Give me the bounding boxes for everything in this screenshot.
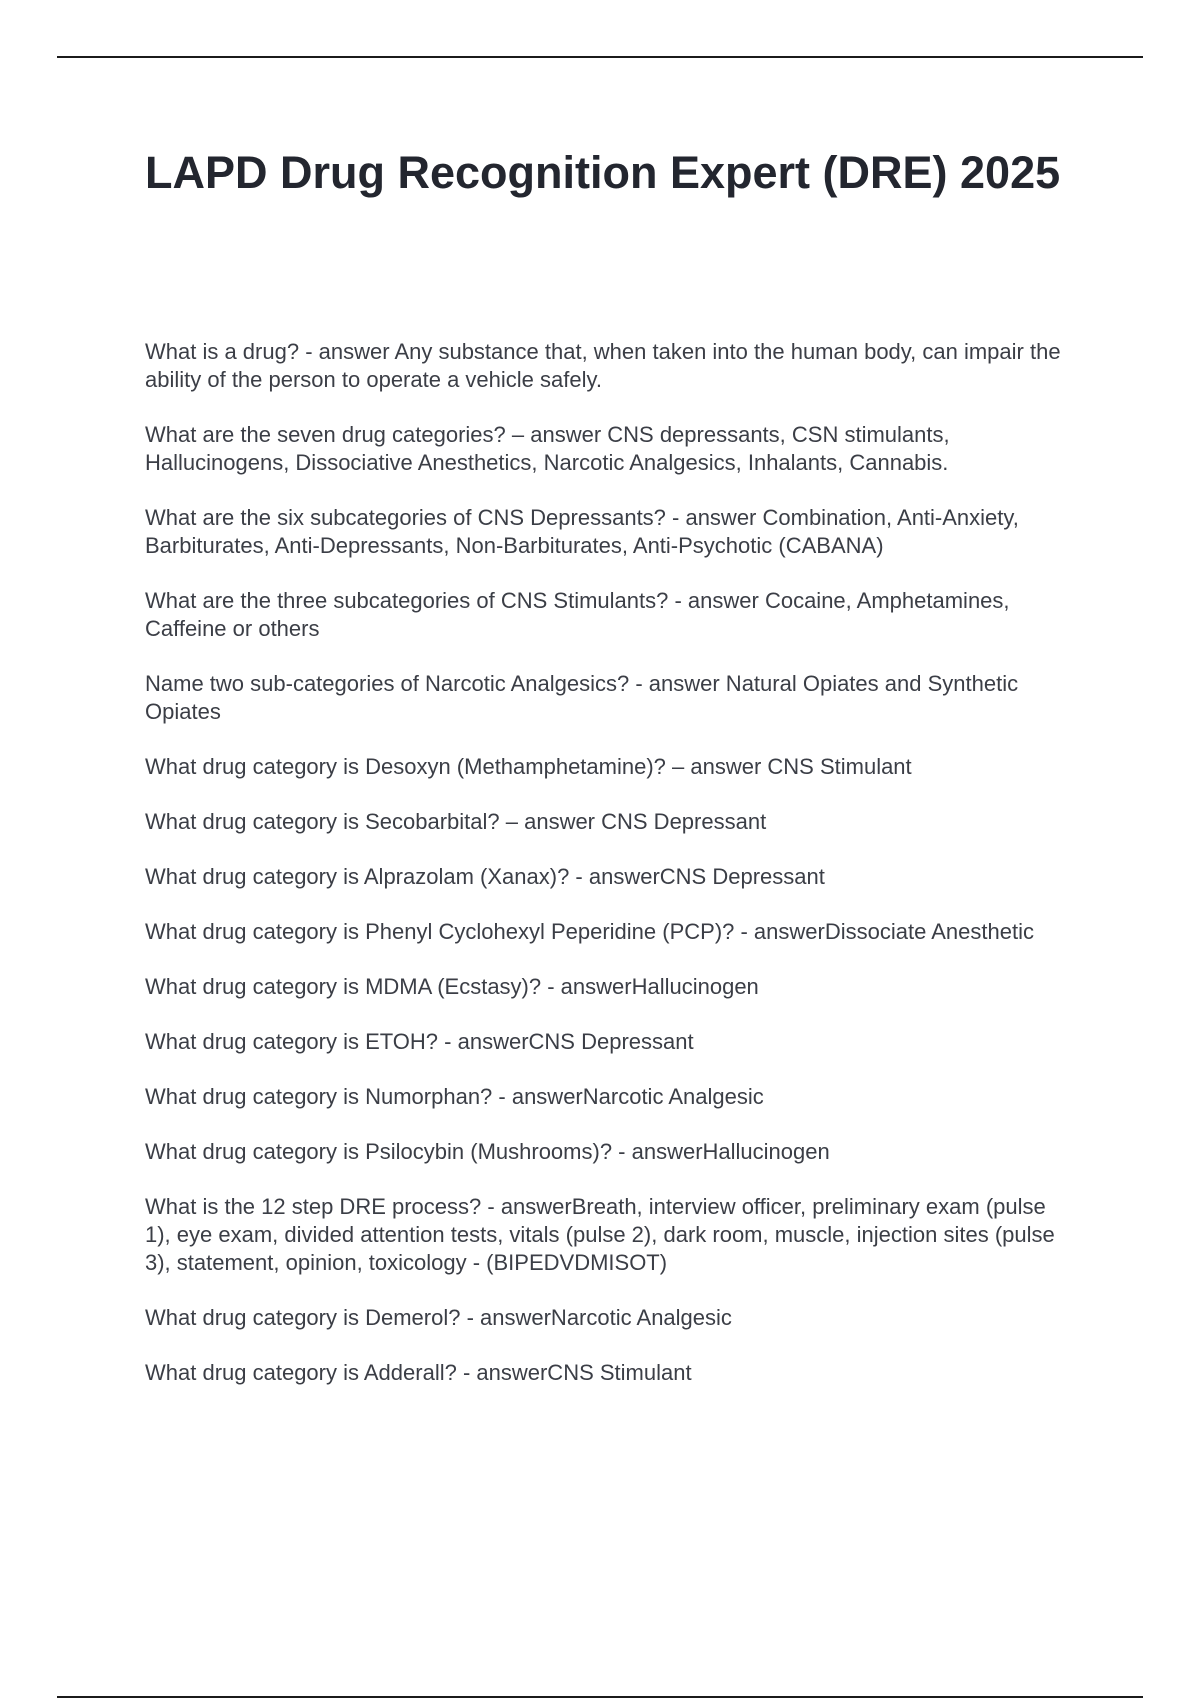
qa-item: What is a drug? - answer Any substance that, when taken into the human body, can impair the ability of the person to operate a vehicle safely. [145,339,1061,392]
qa-item: Name two sub-categories of Narcotic Analgesics? - answer Natural Opiates and Synthetic Opiates [145,671,1019,724]
bottom-divider [57,1696,1143,1698]
qa-item: What drug category is Secobarbital? – answer CNS Depressant [145,809,767,834]
qa-item: What drug category is Alprazolam (Xanax)? - answerCNS Depressant [145,864,825,889]
page-title: LAPD Drug Recognition Expert (DRE) 2025 [145,147,1061,198]
qa-item: What drug category is ETOH? - answerCNS Depressant [145,1029,694,1054]
qa-item: What are the seven drug categories? – answer CNS depressants, CSN stimulants, Hallucinogens, Dissociative Anesthetics, Narcotic Analgesics, Inhalants, Cannabis. [145,422,950,475]
qa-item: What drug category is Desoxyn (Methamphetamine)? – answer CNS Stimulant [145,754,912,779]
qa-item: What are the six subcategories of CNS Depressants? - answer Combination, Anti-Anxiety, Barbiturates, Anti-Depressants, Non-Barbiturates, Anti-Psychotic (CABANA) [145,505,1019,558]
qa-item: What drug category is Adderall? - answerCNS Stimulant [145,1360,692,1385]
qa-item: What drug category is MDMA (Ecstasy)? - answerHallucinogen [145,974,759,999]
qa-item: What is the 12 step DRE process? - answerBreath, interview officer, preliminary exam (pulse 1), eye exam, divided attention tests, vitals (pulse 2), dark room, muscle, injection sites (pulse 3), statement, opinion, toxicology - (BIPEDVDMISOT) [145,1194,1055,1275]
top-divider [57,56,1143,58]
qa-item: What are the three subcategories of CNS Stimulants? - answer Cocaine, Amphetamines, Caffeine or others [145,588,1010,641]
qa-item: What drug category is Psilocybin (Mushrooms)? - answerHallucinogen [145,1139,830,1164]
qa-item: What drug category is Demerol? - answerNarcotic Analgesic [145,1305,732,1330]
qa-list [145,338,1075,1414]
qa-item: What drug category is Numorphan? - answerNarcotic Analgesic [145,1084,764,1109]
qa-item: What drug category is Phenyl Cyclohexyl Peperidine (PCP)? - answerDissociate Anesthetic [145,919,1034,944]
